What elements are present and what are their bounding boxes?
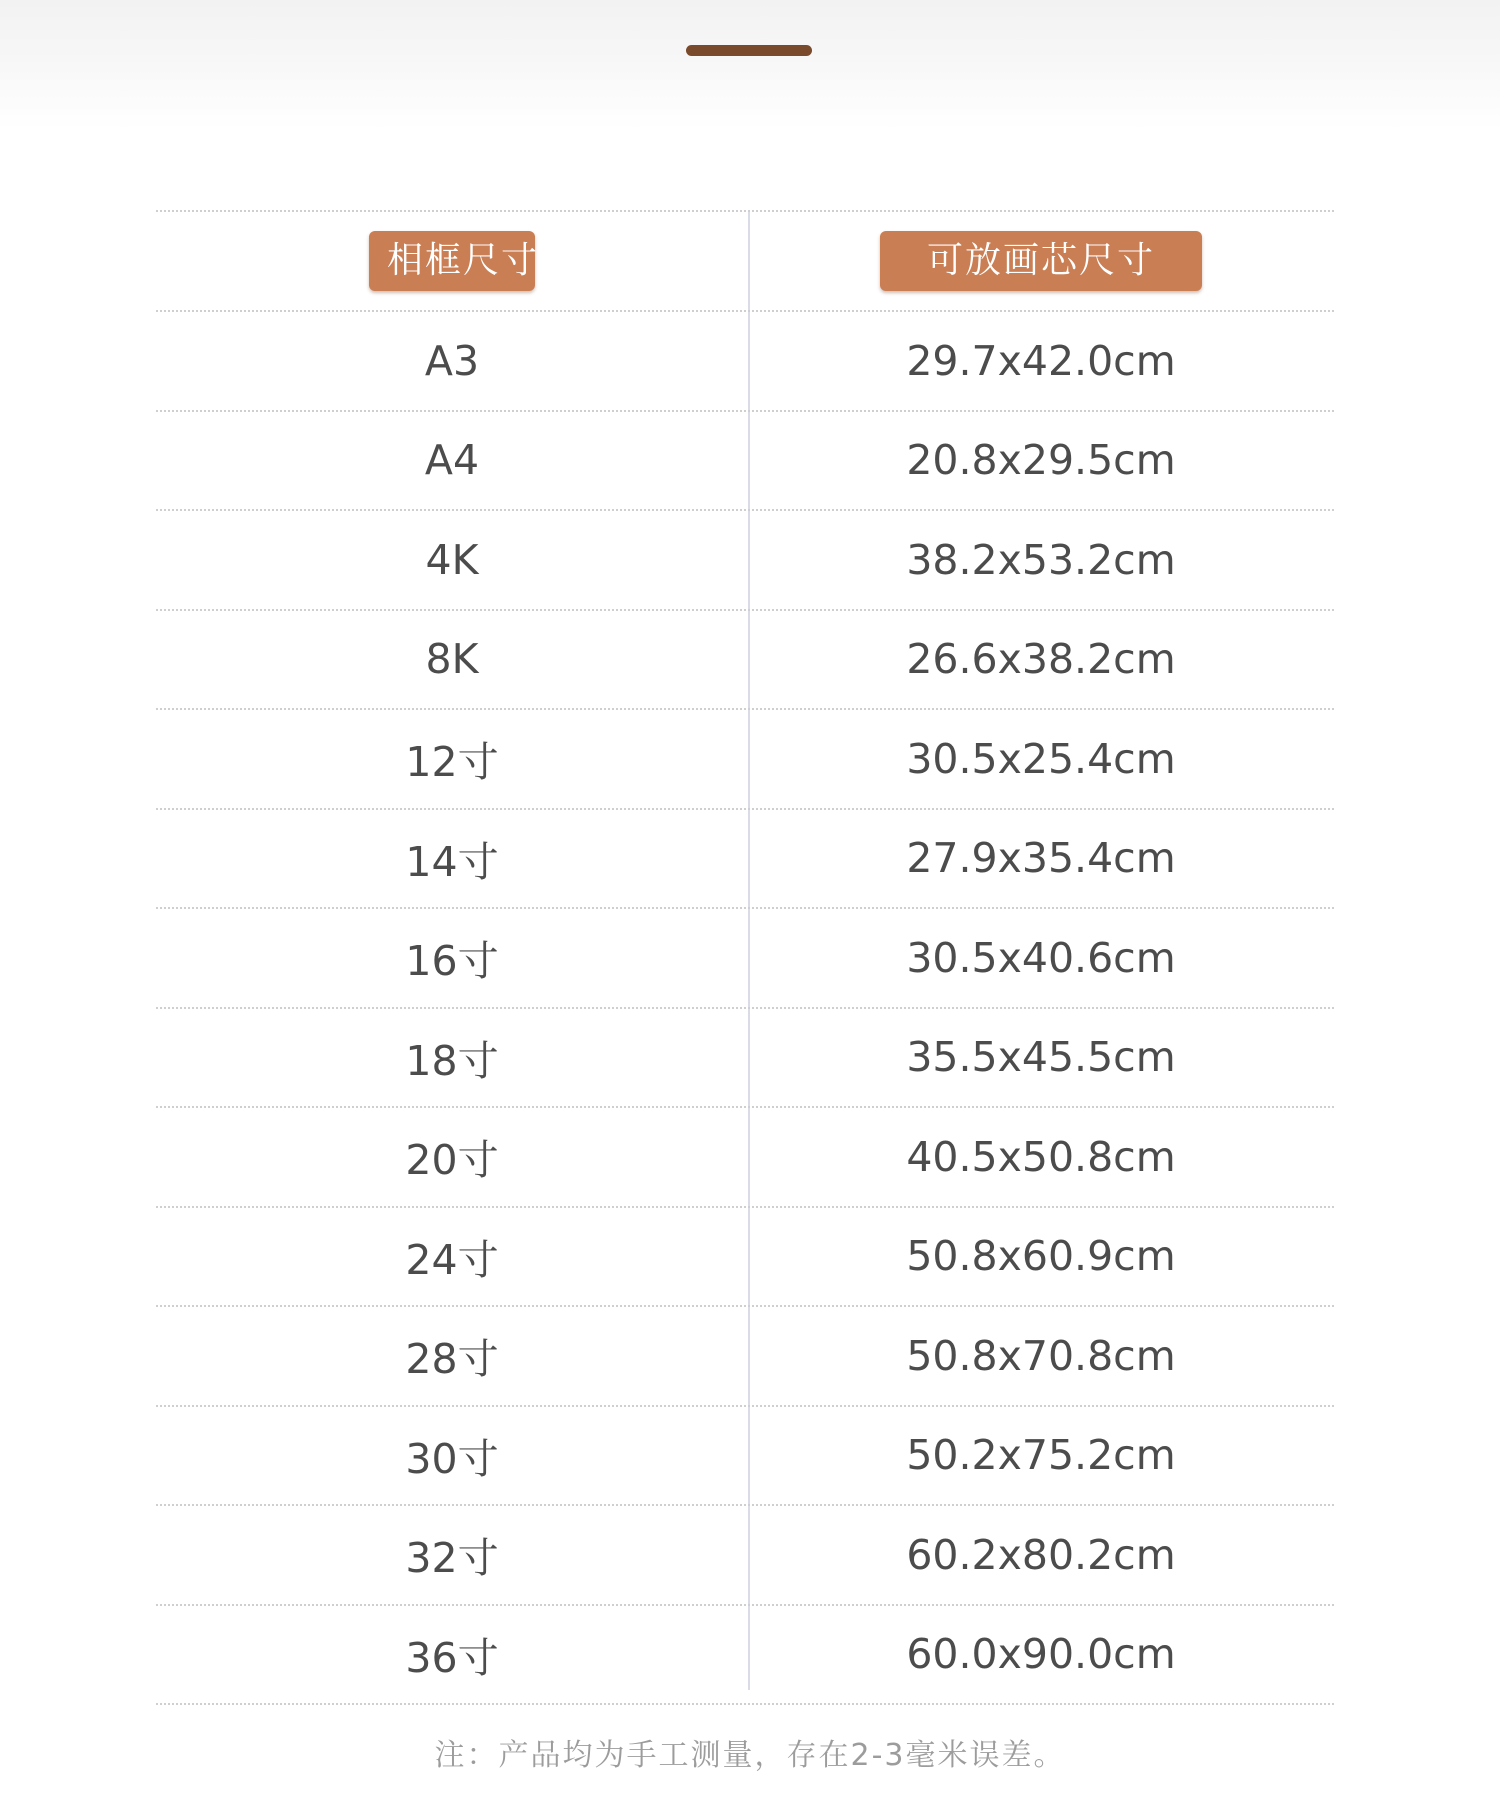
frame-size-header: 相框尺寸 xyxy=(369,231,535,291)
table-row xyxy=(156,312,1334,412)
frame-size-cell: A3 xyxy=(424,336,480,385)
table-row xyxy=(156,412,1334,512)
inner-size-cell: 29.7x42.0cm xyxy=(906,336,1176,385)
table-row xyxy=(156,1009,1334,1109)
inner-size-cell: 38.2x53.2cm xyxy=(906,535,1176,584)
frame-size-cell: 30寸 xyxy=(405,1434,499,1483)
mist-background xyxy=(0,0,1500,130)
table-header-row xyxy=(156,210,1334,312)
frame-size-cell: A4 xyxy=(424,436,480,485)
frame-size-cell: 12寸 xyxy=(405,738,499,787)
table-row xyxy=(156,1506,1334,1606)
size-table xyxy=(156,210,1334,1705)
measurement-note: 注：产品均为手工测量，存在2-3毫米误差。 xyxy=(434,1738,1066,1773)
inner-size-header: 可放画芯尺寸 xyxy=(880,231,1202,291)
inner-size-cell: 30.5x40.6cm xyxy=(906,933,1176,982)
frame-size-cell: 24寸 xyxy=(405,1235,499,1284)
inner-size-cell: 30.5x25.4cm xyxy=(906,734,1176,783)
frame-size-cell: 18寸 xyxy=(405,1036,499,1085)
table-row xyxy=(156,1407,1334,1507)
header-cell-inner xyxy=(748,231,1334,291)
table-row xyxy=(156,710,1334,810)
inner-size-cell: 20.8x29.5cm xyxy=(906,436,1176,485)
inner-size-cell: 27.9x35.4cm xyxy=(906,834,1176,883)
inner-size-cell: 40.5x50.8cm xyxy=(906,1132,1176,1181)
table-row xyxy=(156,611,1334,711)
inner-size-cell: 50.8x70.8cm xyxy=(906,1331,1176,1380)
inner-size-cell: 50.2x75.2cm xyxy=(906,1431,1176,1480)
decorative-title-bar xyxy=(686,45,812,56)
inner-size-cell: 60.0x90.0cm xyxy=(906,1630,1176,1679)
frame-size-cell: 28寸 xyxy=(405,1335,499,1384)
frame-size-cell: 14寸 xyxy=(405,837,499,886)
frame-size-cell: 36寸 xyxy=(405,1633,499,1682)
table-row xyxy=(156,1208,1334,1308)
table-row xyxy=(156,511,1334,611)
frame-size-cell: 20寸 xyxy=(405,1136,499,1185)
inner-size-cell: 35.5x45.5cm xyxy=(906,1033,1176,1082)
inner-size-cell: 26.6x38.2cm xyxy=(906,635,1176,684)
frame-size-cell: 8K xyxy=(425,635,479,684)
frame-size-cell: 32寸 xyxy=(405,1534,499,1583)
table-row xyxy=(156,810,1334,910)
inner-size-cell: 60.2x80.2cm xyxy=(906,1530,1176,1579)
table-row xyxy=(156,1108,1334,1208)
table-row xyxy=(156,1606,1334,1706)
frame-size-cell: 4K xyxy=(425,535,479,584)
header-cell-frame xyxy=(156,231,748,291)
table-row xyxy=(156,1307,1334,1407)
frame-size-cell: 16寸 xyxy=(405,937,499,986)
table-row xyxy=(156,909,1334,1009)
inner-size-cell: 50.8x60.9cm xyxy=(906,1232,1176,1281)
